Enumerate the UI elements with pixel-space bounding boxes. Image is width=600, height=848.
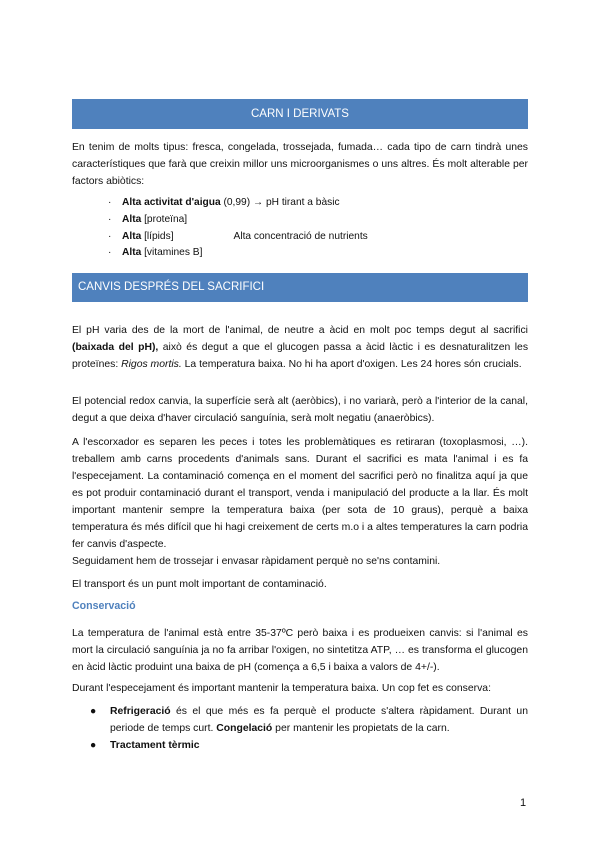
property-item: · Alta [lípids] Alta concentració de nutrients — [108, 229, 368, 246]
method-item: ● Refrigeració és el que més es fa perquè el producte s'altera ràpidament. Durant un periode de temps curt. Congelació per mantenir les propietats de la carn. — [90, 703, 528, 737]
transport-paragraph: El transport és un punt molt important de contaminació. — [72, 579, 327, 590]
bullet-dot: · — [108, 230, 112, 242]
property-item: · Alta activitat d'aigua (0,99) → pH tirant a bàsic — [108, 195, 368, 212]
redox-paragraph: El potencial redox canvia, la superfície serà alt (aeròbics), i no variarà, però a l'interior de la canal, degut a que deixa d'haver circulació sanguínia, serà molt negatiu (anaeròbics). — [72, 396, 528, 424]
intro-paragraph: En tenim de molts tipus: fresca, congelada, trossejada, fumada… cada tipo de carn tindrà unes característiques que farà que creixin millor uns microorganismes o uns altres. És molt alterable per factors abiòtics: — [72, 142, 528, 187]
section-title: CANVIS DESPRÉS DEL SACRIFICI — [72, 273, 528, 302]
temperature-paragraph: La temperatura de l'animal està entre 35-37ºC però baixa i es produeixen canvis: si l'animal es mort la circulació sanguínia ja no fa arribar l'oxigen, no sintetitza ATP, … es transforma el glucogen en àcid làctic produint una baixa de pH (comença a 6,5 i baixa a valors de 4+/-). — [72, 628, 528, 673]
method-item: ● Tractament tèrmic — [90, 737, 528, 754]
cutting-temperature-paragraph: Durant l'especejament és important mantenir la temperatura baixa. Un cop fet es conserva: — [72, 683, 491, 694]
properties-list — [108, 195, 368, 262]
nutrients-note: Alta concentració de nutrients — [233, 230, 368, 242]
bullet-dot: ● — [90, 706, 97, 717]
bullet-dot: ● — [90, 740, 97, 751]
conservation-heading: Conservació — [72, 600, 136, 612]
property-item: · Alta [proteïna] — [108, 212, 368, 229]
document-title: CARN I DERIVATS — [72, 99, 528, 129]
ph-paragraph: El pH varia des de la mort de l'animal, de neutre a àcid en molt poc temps degut al sacrifici (baixada del pH), això és degut a que el glucogen passa a àcid làctic i es desnaturalitzen les proteïnes: Rigos mortis. La temperatura baixa. No hi ha aport d'oxigen. Les 24 hores són crucials. — [72, 325, 529, 370]
bullet-dot: · — [108, 247, 112, 259]
bullet-dot: · — [108, 213, 112, 225]
cutting-paragraph: Seguidament hem de trossejar i envasar ràpidament perquè no se'ns contamini. — [72, 556, 441, 567]
conservation-methods-list — [90, 703, 528, 754]
property-item: · Alta [vitamines B] — [108, 245, 368, 262]
page-number: 1 — [520, 797, 527, 809]
bullet-dot: · — [108, 197, 112, 208]
slaughterhouse-paragraph: A l'escorxador es separen les peces i totes les problemàtiques es retiraran (toxoplasmosi, …). treballem amb carns procedents d'animals sans. Durant el sacrifici es mata l'animal i es fa l'especejament. La contaminació comença en el moment del sacrifici però no finalitza aquí ja que es pot produir contaminació durant el transport, venda i manipulació del producte a la llar. És molt important mantenir sempre la temperatura baixa (per sota de 10 graus), perquè a baixa temperatura és més difícil que hi hagi creixement de certs m.o i a altes temperatures la carn podria fer canvis d'aspecte. — [72, 437, 528, 550]
